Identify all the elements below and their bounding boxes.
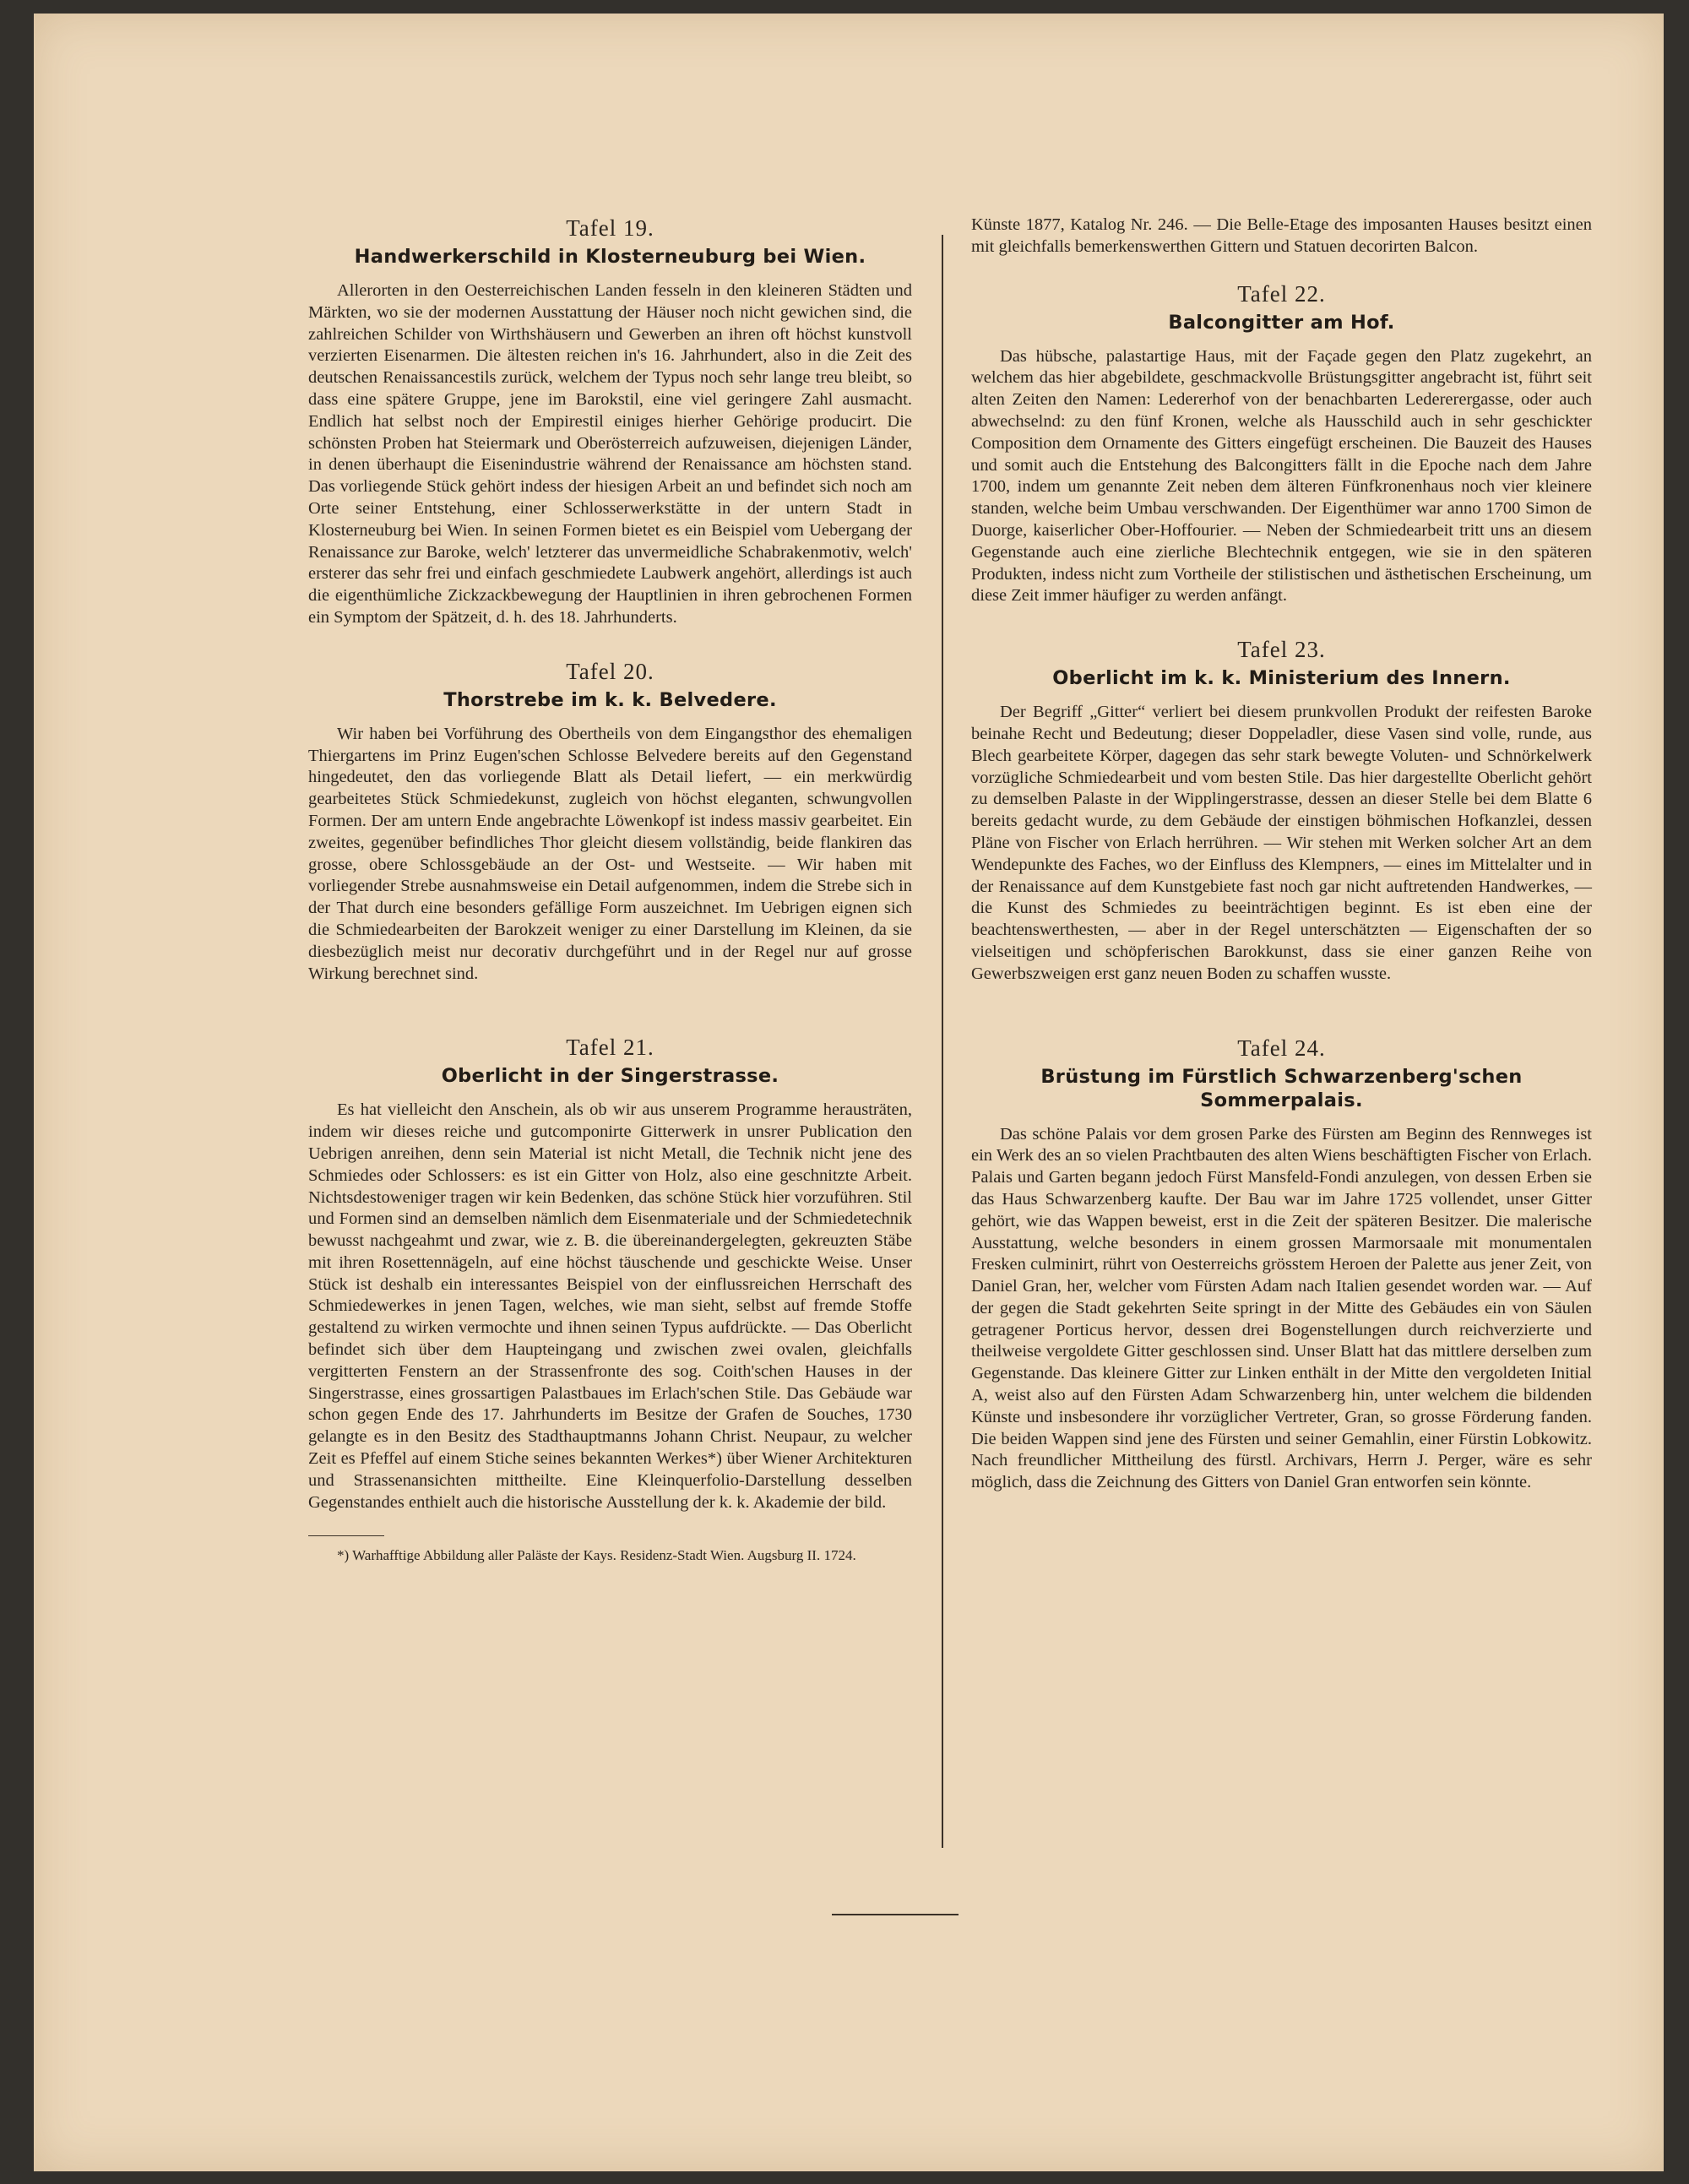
plate-number: Tafel 24. [1237,1035,1326,1061]
plate-number: Tafel 19. [566,215,654,241]
section-text: Es hat vielleicht den Anschein, als ob wir aus unserem Programme herausträten, indem wir dieses reiche und gutcomponirte Gitterwerk in unsrer Publication den Uebrigen anreihen, denn sein Material ist nicht Metall, die Technik nicht jene des Schmiedes oder Schlossers: es ist ein Gitter von Holz, also eine geschnitzte Arbeit. Nichtsdestoweniger tragen wir kein Bedenken, das schöne Stück hier vorzuführen. Stil und Formen sind an demselben nämlich dem Eisenmateriale und der Schmiedetechnik bewusst nachgeahmt und zwar, wie z. B. die übereinandergelegten, gekreuzten Stäbe mit ihren Rosettennägeln, auf eine höchst täuschende und geschickte Weise. Unser Stück ist deshalb ein interessantes Beispiel von der einflussreichen Herrschaft des Schmiedewerkes in jenen Tagen, welches, wie man sieht, selbst auf fremde Stoffe gestaltend zu wirken vermochte und ihnen seinen Typus aufdrückte. — Das Oberlicht befindet sich über dem Haupteingang und zwischen zwei ovalen, gleichfalls vergitterten Fenstern an der Strassenfronte des sog. Coith'schen Hauses in der Singerstrasse, eines grossartigen Palastbaues im Erlach'schen Stile. Das Gebäude war schon gegen Ende des 17. Jahrhunderts im Besitze der Grafen de Souches, 1730 gelangte es in den Besitz des Stadthauptmanns Johann Christ. Neupaur, zu welcher Zeit es Pfeffel auf einem Stiche seines bekannten Werkes*) über Wiener Architekturen und Strassenansichten mittheilte. Eine Kleinquerfolio-Darstellung desselben Gegenstandes enthielt auch die historische Ausstellung der k. k. Akademie der bild. [308,1100,912,1512]
section-tafel-23 [971,636,1592,985]
footnote-rule [308,1535,384,1536]
section-text: Allerorten in den Oesterreichischen Landen fesseln in den kleineren Städten und Märkten, wo sie der modernen Ausstattung der Häuser noch nicht gewichen sind, die zahlreichen Schilder von Wirthshäusern und Gewerben an ihren oft höchst kunstvoll verzierten Eisenarmen. Die ältesten reichen in's 16. Jahrhundert, also in die Zeit des deutschen Renaissancestils zurück, welchem der Typus noch sehr lange treu bleibt, so dass eine spätere Gruppe, jene im Barokstil, eine viel geringere Zahl ausmacht. Endlich hat selbst noch der Empirestil einiges hierher Gehörige producirt. Die schönsten Proben hat Steiermark und Oberösterreich aufzuweisen, diejenigen Länder, in denen überhaupt die Eisenindustrie während der Renaissance am höchsten stand. Das vorliegende Stück gehört indess der hiesigen Arbeit an und befindet sich noch am Orte seiner Entstehung, einer Schlosserwerkstätte in der untern Stadt in Klosterneuburg bei Wien. In seinen Formen bietet es ein Beispiel vom Uebergang der Renaissance zur Baroke, welch' letzterer das unvermeidliche Schabrakenmotiv, welch' ersterer das sehr frei und einfach geschmiedete Laubwerk angehört, allerdings ist auch die eigenthümliche Zickzackbewegung der Hauptlinien in ihren gebrochenen Formen ein Symptom der Spätzeit, d. h. des 18. Jahrhunderts. [308,281,912,627]
plate-number: Tafel 22. [1237,280,1326,307]
section-tafel-21 [308,1034,912,1565]
section-text: Der Begriff „Gitter“ verliert bei diesem prunkvollen Produkt der reifesten Baroke beinahe Recht und Bedeutung; dieser Doppeladler, diese Vasen sind volle, runde, aus Blech gearbeitete Körper, dagegen das sehr stark bewegte Voluten- und Schnörkelwerk vorzügliche Schmiedearbeit und vom besten Stile. Das hier dargestellte Oberlicht gehört zu demselben Palaste in der Wipplingerstrasse, dessen an dieser Stelle bei dem Blatte 6 bereits gedacht wurde, zu dem Gebäude der einstigen böhmischen Hofkanzlei, dessen Pläne von Fischer von Erlach herrühren. — Wir stehen mit Werken solcher Art an dem Wendepunkte des Faches, wo der Einfluss des Klempners, — eines im Mittelalter und in der Renaissance auf dem Kunstgebiete fast noch gar nicht auftretenden Handwerkes, — die Kunst des Schmiedes zu beeinträchtigen beginnt. Es ist eben eine der beachtenswerthesten, — aber in der Regel unterschätzten — Eigenschaften der so vielseitigen und schöpferischen Barokkunst, dass sie einer ganzen Reihe von Gewerbszweigen erst ganz neuen Boden zu schaffen wusste. [971,703,1592,983]
section-tafel-22 [971,280,1592,608]
section-tafel-24 [971,1035,1592,1495]
plate-number: Tafel 21. [566,1035,654,1061]
section-text: Das hübsche, palastartige Haus, mit der Façade gegen den Platz zugekehrt, an welchem das hier abgebildete, geschmackvolle Brüstungsgitter angebracht ist, führt seit alten Zeiten den Namen: Ledererhof von der benachbarten Ledererergasse, oder auch abwechselnd: zu den fünf Kronen, welche als Hausschild auch in sehr geschickter Composition dem Ornamente des Gitters eingefügt erscheinen. Die Bauzeit des Hauses und somit auch die Entstehung des Balcongitters fällt in die Epoche nach dem Jahre 1700, indem um genannte Zeit neben dem älteren Fünfkronenhaus noch vier kleinere standen, welche beim Umbau verschwanden. Der Eigenthümer war anno 1700 Simon de Duorge, kaiserlicher Ober-Hoffourier. — Neben der Schmiedearbeit tritt uns an diesem Gegenstande auch eine zierliche Blechtechnik entgegen, wie sie in den späteren Produkten, indess nicht zum Vortheile der stilistischen und ästhetischen Erscheinung, um diese Zeit immer häufiger zu werden anfängt. [971,346,1592,606]
section-title: Brüstung im Fürstlich Schwarzenberg'schen Sommerpalais. [1040,1065,1523,1111]
right-column [971,215,1592,1523]
left-column [308,215,912,1594]
section-title: Handwerkerschild in Klosterneuburg bei Wien. [354,246,866,268]
section-tafel-20 [308,658,912,986]
document-page [34,14,1664,2171]
plate-number: Tafel 23. [1237,637,1326,663]
section-title: Oberlicht in der Singerstrasse. [441,1065,779,1088]
column-divider [942,235,943,1848]
section-tafel-19 [308,215,912,629]
section-text: Wir haben bei Vorführung des Obertheils von dem Eingangsthor des ehemaligen Thiergartens im Prinz Eugen'schen Schlosse Belvedere bereits auf den Gegenstand hingedeutet, den das vorliegende Blatt als Detail liefert, — ein merkwürdig gearbeitetes Stück Schmiedekunst, zugleich von höchst eleganten, schwungvollen Formen. Der am untern Ende angebrachte Löwenkopf ist indess massiv gearbeitet. Ein zweites, gegenüber befindliches Thor gleicht diesem vollständig, beide flankiren das grosse, obere Schlossgebäude an der Ost- und Westseite. — Wir haben mit vorliegender Strebe ausnahmsweise ein Detail aufgenommen, indem die Strebe sich in der That durch eine besonders gefällige Form auszeichnet. Im Uebrigen eignen sich die Schmiedearbeiten der Barokzeit weniger zu einer Darstellung im Kleinen, da sie diesbezüglich meist nur decorativ durchgeführt und in der Regel nur auf grosse Wirkung berechnet sind. [308,724,912,983]
plate-number: Tafel 20. [566,658,654,684]
footnote: *) Warhafftige Abbildung aller Paläste der Kays. Residenz-Stadt Wien. Augsburg II. 1724. [337,1547,856,1564]
continued-text: Künste 1877, Katalog Nr. 246. — Die Belle-Etage des imposanten Hauses besitzt einen mit gleichfalls bemerkenswerthen Gittern und Statuen decorirten Balcon. [971,215,1592,256]
section-text: Das schöne Palais vor dem grosen Parke des Fürsten am Beginn des Rennweges ist ein Werk des an so vielen Prachtbauten des alten Wiens beschäftigten Fischer von Erlach. Palais und Garten begann jedoch Fürst Mansfeld-Fondi anzulegen, von dessen Erben sie das Haus Schwarzenberg kaufte. Der Bau war im Jahre 1725 vollendet, unser Gitter gehört, wie das Wappen beweist, erst in die Zeit der späteren Besitzer. Die malerische Ausstattung, welche besonders in einem grossen Marmorsaale mit monumentalen Fresken culminirt, rührt von Oesterreichs grösstem Heroen der Palette aus jener Zeit, von Daniel Gran, her, welcher vom Fürsten Adam nach Italien gesendet worden war. — Auf der gegen die Stadt gekehrten Seite springt in der Mitte des Gebäudes ein von Säulen getragener Porticus hervor, dessen drei Bogenstellungen durch reichverzierte und theilweise vergoldete Gitter geschlossen sind. Unser Blatt hat das mittlere derselben zum Gegenstande. Das kleinere Gitter zur Linken enthält in der Mitte den vergoldeten Initial A, weist also auf den Fürsten Adam Schwarzenberg hin, unter welchem die bildenden Künste und insbesondere ihr vorzüglicher Vertreter, Gran, so grosse Förderung fanden. Die beiden Wappen sind jene des Fürsten und seiner Gemahlin, einer Fürstin Lobkowitz. Nach freundlicher Mittheilung des fürstl. Archivars, Herrn J. Perger, wäre es sehr möglich, dass die Zeichnung des Gitters von Daniel Gran entworfen sein könnte. [971,1124,1592,1492]
section-title: Thorstrebe im k. k. Belvedere. [443,688,777,711]
section-title: Balcongitter am Hof. [1168,311,1395,334]
end-rule [832,1914,959,1915]
section-title: Oberlicht im k. k. Ministerium des Innern. [1052,667,1511,690]
